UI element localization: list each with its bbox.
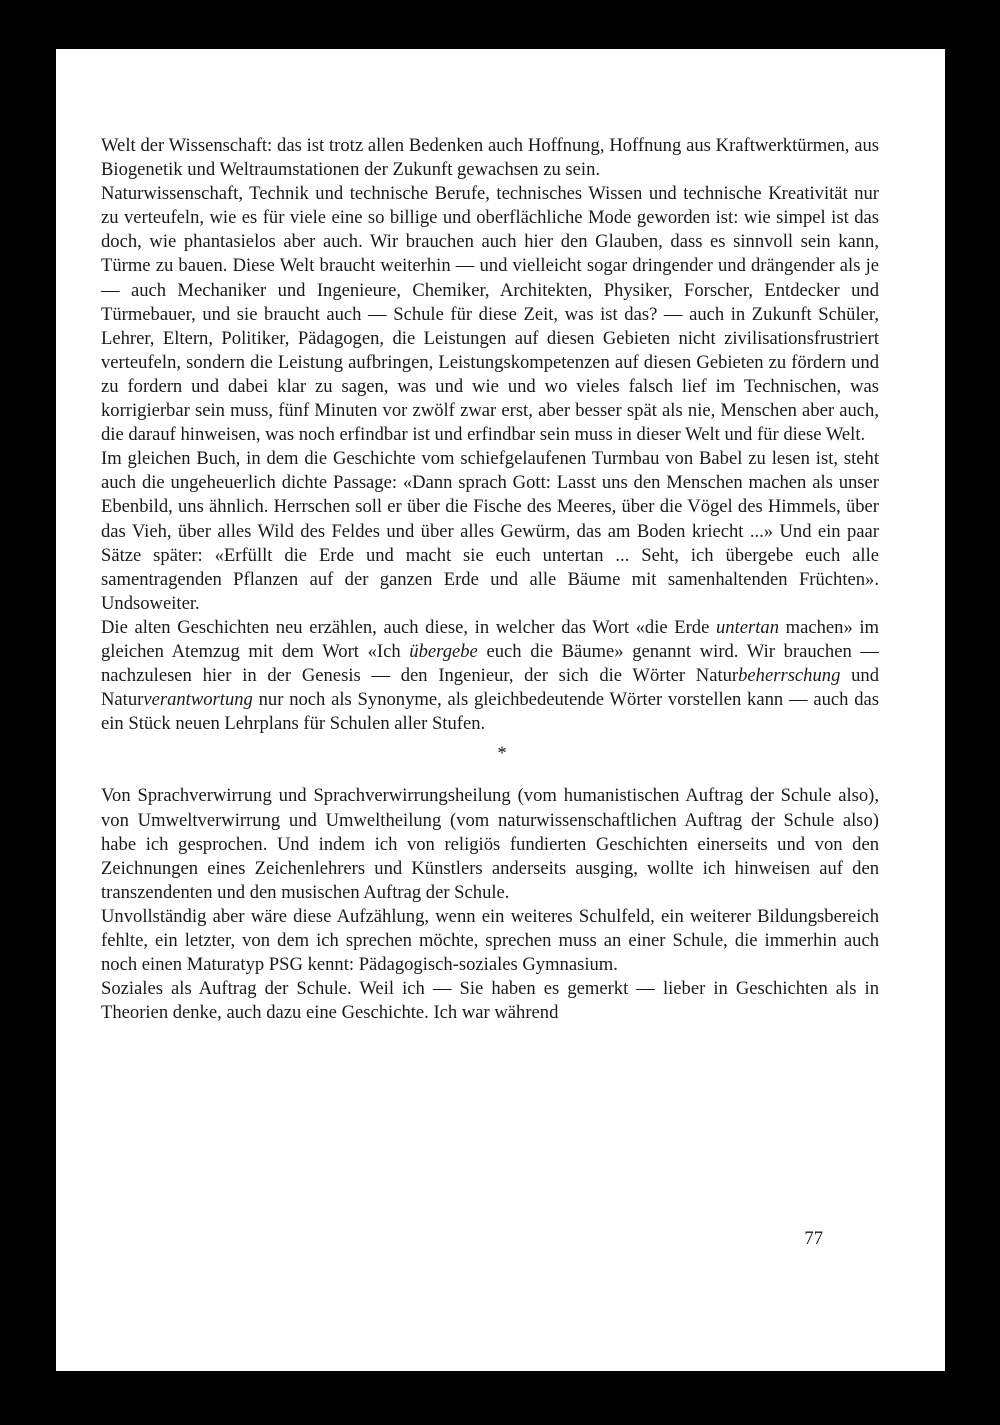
italic-word: verantwortung xyxy=(143,689,253,711)
text-run: machen» im gleichen Atemzug mit dem Wort «Ich xyxy=(101,616,879,662)
paragraph: Unvollständig aber wäre diese Aufzählung, wenn ein weiteres Schulfeld, ein weiterer Bildungsbereich fehlte, ein letzter, von dem ich sprechen möchte, sprechen muss an einer Schule, die immerhin auch noch einen Maturatyp PSG kennt: Pädagogisch-soziales Gymnasium. xyxy=(101,905,879,976)
paragraph: Naturwissenschaft, Technik und technische Berufe, technisches Wissen und technische Kreativität nur zu verteufeln, wie es für viele eine so billige und oberflächliche Mode geworden ist: wie simpel ist das doch, wie phantasielos aber auch. Wir brauchen auch hier den Glauben, dass es sinnvoll sein kann, Türme zu bauen. Diese Welt braucht weiterhin — und vielleicht sogar dringender und drängender als je — auch Mechaniker und Ingenieure, Chemiker, Architekten, Physiker, Forscher, Entdecker und Türmebauer, und sie braucht auch — Schule für diese Zeit, was ist das? — auch in Zukunft Schüler, Lehrer, Eltern, Politiker, Pädagogen, die Leistungen auf diesen Gebieten nicht zivilisationsfrustriert verteufeln, sondern die Leistung aufbringen, Leistungskompetenzen auf diesen Gebieten zu fördern und zu fordern und dabei klar zu sagen, was und wie und wo vieles falsch lief im Technischen, was korrigierbar sein muss, fünf Minuten vor zwölf zwar erst, aber besser spät als nie, Menschen aber auch, die darauf hinweisen, was noch erfindbar ist und erfindbar sein muss in dieser Welt und für diese Welt. xyxy=(101,183,879,446)
paragraph: Soziales als Auftrag der Schule. Weil ich — Sie haben es gemerkt — lieber in Geschichten als in Theorien denke, auch dazu eine Geschichte. Ich war während xyxy=(101,978,879,1024)
paragraph: Welt der Wissenschaft: das ist trotz allen Bedenken auch Hoffnung, Hoffnung aus Kraftwerktürmen, aus Biogenetik und Weltraumstationen der Zukunft gewachsen zu sein. xyxy=(101,135,879,181)
italic-word: untertan xyxy=(715,616,779,638)
text-run: nur noch als Synonyme, als gleichbedeutende Wörter vorstellen kann — auch das ein Stück neuen Lehrplans für Schulen aller Stufen. xyxy=(101,689,879,735)
body-text xyxy=(101,134,879,1025)
italic-word: übergebe xyxy=(409,640,478,662)
paragraph: Von Sprachverwirrung und Sprachverwirrungsheilung (vom humanistischen Auftrag der Schule also), von Umweltverwirrung und Umweltheilung (vom naturwissenschaftlichen Auftrag der Schule also) habe ich gesprochen. Und indem ich von religiös fundierten Geschichten einerseits und von den Zeichnungen eines Zeichenlehrers und Künstlers anderseits ausging, wollte ich hinweisen auf den transzendenten und den musischen Auftrag der Schule. xyxy=(101,785,879,903)
paragraph: Im gleichen Buch, in dem die Geschichte vom schiefgelaufenen Turmbau von Babel zu lesen ist, steht auch die ungeheuerlich dichte Passage: «Dann sprach Gott: Lasst uns den Menschen machen als unser Ebenbild, uns ähnlich. Herrschen soll er über die Fische des Meeres, über die Vögel des Himmels, über das Vieh, über alles Wild des Feldes und über alles Gewürm, das am Boden kriecht ...» Und ein paar Sätze später: «Erfüllt die Erde und macht sie euch untertan ... Seht, ich übergebe euch alle samentragenden Pflanzen auf der ganzen Erde und alle Bäume mit samenhaltenden Früchten». Undsoweiter. xyxy=(101,448,879,614)
text-run: euch die Bäume» genannt wird. Wir brauchen — nachzulesen hier in der Genesis — den Ingenieur, der sich die Wörter Natur xyxy=(101,640,879,687)
text-run: Die alten Geschichten neu erzählen, auch diese, in welcher das Wort «die Erde xyxy=(101,616,716,638)
document-page xyxy=(56,49,945,1371)
paragraph-genesis xyxy=(101,616,879,736)
section-separator: * xyxy=(497,743,507,765)
page-number: 77 xyxy=(804,1228,823,1249)
text-run: und Natur xyxy=(101,665,879,711)
italic-word: beherrschung xyxy=(738,665,841,687)
